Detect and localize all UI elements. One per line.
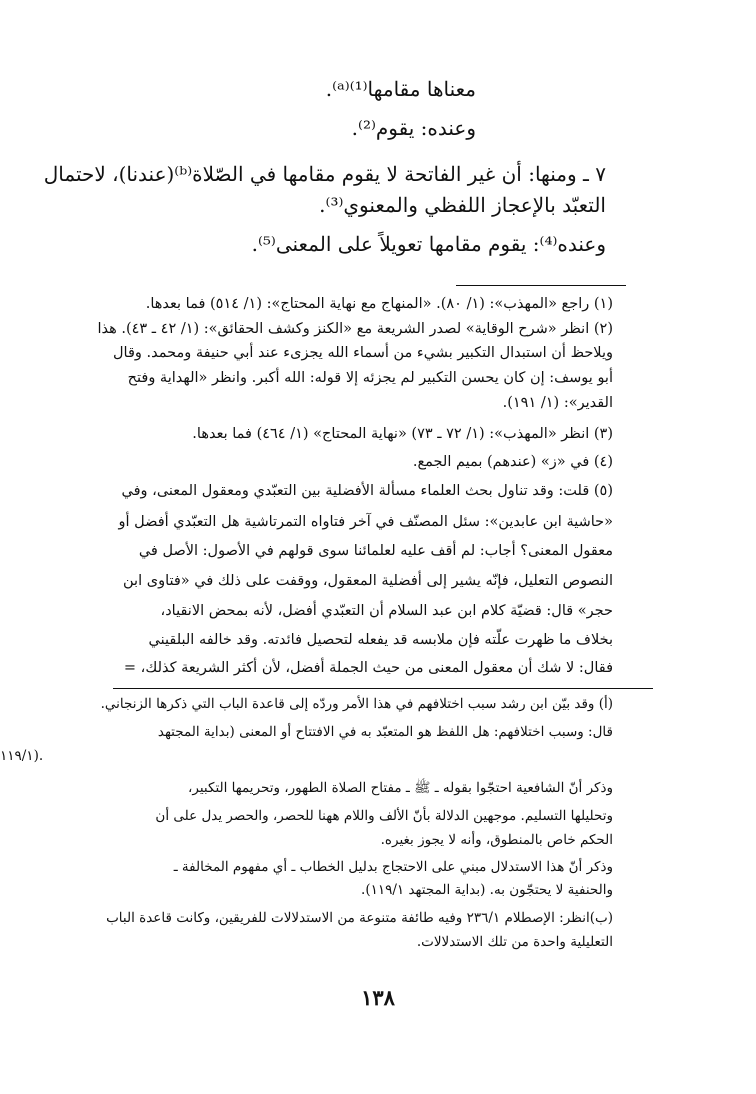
footnote-line: (١) راجع «المهذب»: (١/ ٨٠). «المنهاج مع نهاية المحتاج»: (١/ ٥١٤) فما بعدها. <box>145 296 613 312</box>
editor-notes-separator <box>113 688 653 689</box>
footnote-line: ويلاحظ أن استبدال التكبير بشيء من أسماء الله يجزىء عند أبي حنيفة ومحمد. وقال <box>113 345 613 361</box>
footnote-line: معقول المعنى؟ أجاب: لم أقف عليه لعلمائنا سوى قولهم في الأصول: الأصل في <box>138 543 613 559</box>
editor-note-line: الحكم خاص بالمنطوق، وأنه لا يجوز بغيره. <box>380 832 613 848</box>
main-line-4: التعبّد بالإعجاز اللفظي والمعنوي⁽³⁾. <box>319 193 606 217</box>
main-line-1: معناها مقامها⁽¹⁾⁽ᵃ⁾. <box>325 77 476 101</box>
footnote-line: بخلاف ما ظهرت علّته فإن ملابسه قد يفعله لتحصيل فائدته. وقد خالفه البلقيني <box>148 632 613 648</box>
editor-note-line: والحنفية لا يحتجّون به. (بداية المجتهد ١١٩/١). <box>361 882 613 898</box>
main-line-5: وعنده⁽⁴⁾: يقوم مقامها تعويلاً على المعنى⁽⁵⁾. <box>251 232 606 256</box>
footnote-line: النصوص التعليل، فإنّه يشير إلى أفضلية المعقول، ووقفت على ذلك في «فتاوى ابن <box>123 573 613 589</box>
editor-note-line: (أ) وقد بيّن ابن رشد سبب اختلافهم في هذا الأمر وردّه إلى قاعدة الباب التي ذكرها الزنجاني. <box>100 696 613 712</box>
footnote-line: (٥) قلت: وقد تناول بحث العلماء مسألة الأفضلية بين التعبّدي ومعقول المعنى، وفي <box>121 483 613 499</box>
footnote-separator <box>456 285 626 286</box>
editor-note-line: (ب)انظر: الإصطلام ٢٣٦/١ وفيه طائفة متنوعة من الاستدلالات للفريقين، وكانت قاعدة الباب <box>106 910 613 926</box>
main-line-3: ٧ ـ ومنها: أن غير الفاتحة لا يقوم مقامها في الصّلاة⁽ᵇ⁾(عندنا)، لاحتمال <box>43 162 606 186</box>
editor-note-line: التعليلية واحدة من تلك الاستدلالات. <box>416 934 613 950</box>
page-number: ١٣٨ <box>361 985 395 1010</box>
footnote-line: (٤) في «ز» (عندهم) بميم الجمع. <box>412 454 613 470</box>
footnote-line: القدير»: (١/ ١٩١). <box>502 395 613 411</box>
editor-note-line: وذكر أنّ الشافعية احتجّوا بقوله ـ ﷺ ـ مفتاح الصلاة الطهور، وتحريمها التكبير، <box>188 780 613 796</box>
editor-note-line: وذكر أنّ هذا الاستدلال مبني على الاحتجاج بدليل الخطاب ـ أي مفهوم المخالفة ـ <box>173 859 613 875</box>
footnote-line: (٣) انظر «المهذب»: (١/ ٧٢ ـ ٧٣) «نهاية المحتاج» (١/ ٤٦٤) فما بعدها. <box>192 426 613 442</box>
editor-note-line: وتحليلها التسليم. موجهين الدلالة بأنّ الألف واللام ههنا للحصر، والحصر يدل على أن <box>155 808 613 824</box>
editor-note-line: قال: وسبب اختلافهم: هل اللفظ هو المتعبّد به في الافتتاح أو المعنى (بداية المجتهد <box>157 724 613 740</box>
editor-note-line: ١١٩/١). <box>0 748 44 764</box>
footnote-line: «حاشية ابن عابدين»: سئل المصنّف في آخر فتاواه التمرتاشية هل التعبّدي أفضل أو <box>118 514 613 530</box>
footnote-line: فقال: لا شك أن معقول المعنى من حيث الجملة أفضل، لأن أكثر الشريعة كذلك، = <box>123 660 613 676</box>
footnote-line: حجر» قال: قضيّة كلام ابن عبد السلام أن التعبّدي أفضل، لأنه بمحض الانقياد، <box>160 603 613 619</box>
main-line-2: وعنده: يقوم⁽²⁾. <box>351 116 476 140</box>
footnote-line: أبو يوسف: إن كان يحسن التكبير لم يجزئه إلا قوله: الله أكبر. وانظر «الهداية وفتح <box>127 370 613 386</box>
footnote-line: (٢) انظر «شرح الوقاية» لصدر الشريعة مع «الكنز وكشف الحقائق»: (١/ ٤٢ ـ ٤٣). هذا <box>97 321 613 337</box>
